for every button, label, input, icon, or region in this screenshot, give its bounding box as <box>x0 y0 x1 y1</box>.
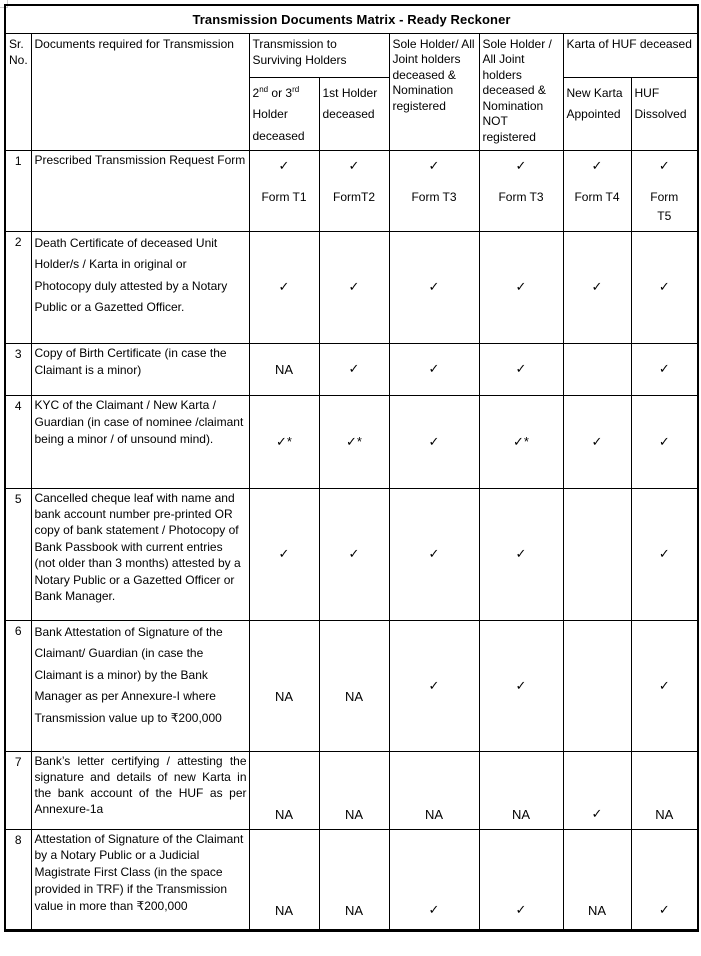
matrix-cell <box>479 488 563 620</box>
matrix-cell <box>479 343 563 395</box>
matrix-cell <box>389 150 479 231</box>
document-description: Death Certificate of deceased Unit Holder/s / Karta in original or Photocopy duly attested by a Notary Public or a Gazetted Officer. <box>31 231 249 343</box>
matrix-cell <box>389 620 479 751</box>
matrix-cell <box>479 231 563 343</box>
matrix-cell <box>631 620 698 751</box>
table-row <box>5 620 698 751</box>
check-mark: ✓ <box>348 546 360 561</box>
check-mark: ✓ <box>348 279 360 294</box>
matrix-cell <box>389 829 479 930</box>
header-col-sole-holder-nomination-not-registered: Sole Holder / All Joint holders deceased & Nomination NOT registered <box>479 33 563 150</box>
matrix-cell <box>563 488 631 620</box>
matrix-cell <box>631 751 698 829</box>
row-number: 5 <box>5 488 31 620</box>
check-mark: ✓ <box>658 677 670 693</box>
header-superscript: nd <box>259 84 269 94</box>
form-label: Form T3 <box>498 189 544 204</box>
check-mark: ✓ <box>658 901 670 917</box>
table-row <box>5 343 698 395</box>
matrix-cell <box>389 488 479 620</box>
check-mark: ✓ <box>348 361 360 376</box>
check-mark: ✓ <box>658 279 670 294</box>
na-mark: NA <box>274 689 294 704</box>
check-mark: ✓ <box>278 279 290 294</box>
matrix-cell <box>389 395 479 488</box>
table-row <box>5 395 698 488</box>
row-number: 6 <box>5 620 31 751</box>
row-number: 7 <box>5 751 31 829</box>
matrix-cell <box>249 150 319 231</box>
transmission-matrix-table <box>4 4 699 932</box>
document-description: Bank Attestation of Signature of the Claimant/ Guardian (in case the Claimant is a minor) by the Bank Manager as per Annexure-I where Transmission value up to ₹200,000 <box>31 620 249 751</box>
header-col-huf-dissolved: HUF Dissolved <box>631 77 698 150</box>
matrix-cell <box>319 488 389 620</box>
matrix-cell <box>249 751 319 829</box>
na-mark: NA <box>587 902 607 918</box>
matrix-cell <box>631 231 698 343</box>
na-mark: NA <box>344 902 364 918</box>
document-description: Attestation of Signature of the Claimant by a Notary Public or a Judicial Magistrate First Class (in the space provided in TRF) if the Transmission value in more than ₹200,000 <box>31 829 249 930</box>
na-mark: NA <box>655 806 674 822</box>
matrix-cell <box>479 150 563 231</box>
na-mark: NA <box>274 806 294 822</box>
check-mark: ✓ <box>428 677 440 693</box>
check-mark: ✓ <box>348 157 360 173</box>
matrix-cell <box>479 751 563 829</box>
document-description: Copy of Birth Certificate (in case the Claimant is a minor) <box>31 343 249 395</box>
header-col-2nd-3rd-holder-deceased <box>249 77 319 150</box>
check-mark: ✓ <box>515 546 527 561</box>
na-mark: NA <box>511 806 531 822</box>
matrix-cell <box>319 620 389 751</box>
matrix-cell <box>389 343 479 395</box>
form-label: Form T3 <box>411 189 457 204</box>
matrix-cell <box>319 751 389 829</box>
row-number: 8 <box>5 829 31 930</box>
header-documents: Documents required for Transmission <box>31 33 249 150</box>
check-mark: ✓ <box>278 157 290 173</box>
matrix-cell <box>563 751 631 829</box>
check-mark: ✓ <box>591 157 603 173</box>
table-row <box>5 231 698 343</box>
na-mark: NA <box>424 806 444 822</box>
matrix-cell <box>563 395 631 488</box>
matrix-cell <box>249 829 319 930</box>
matrix-cell <box>249 231 319 343</box>
matrix-cell <box>319 343 389 395</box>
table-row <box>5 829 698 930</box>
matrix-cell <box>479 395 563 488</box>
matrix-cell <box>631 395 698 488</box>
matrix-cell <box>631 343 698 395</box>
form-label: FormT2 <box>333 189 375 204</box>
check-mark: ✓ <box>658 546 670 561</box>
check-mark: ✓ <box>428 361 440 376</box>
matrix-cell <box>319 395 389 488</box>
document-description: Cancelled cheque leaf with name and bank account number pre-printed OR copy of bank statement / Photocopy of Bank Passbook with current entries (not older than 3 months) attested by a Notary Public or a Gazetted Officer or Bank Manager. <box>31 488 249 620</box>
header-row-top <box>5 33 698 77</box>
document-description: Prescribed Transmission Request Form <box>31 150 249 231</box>
matrix-cell <box>563 150 631 231</box>
check-asterisk-mark: ✓* <box>276 433 292 449</box>
check-mark: ✓ <box>658 361 670 376</box>
matrix-cell <box>319 150 389 231</box>
check-mark: ✓ <box>428 546 440 561</box>
header-text-part: or 3 <box>268 85 293 100</box>
na-mark: NA <box>344 806 364 822</box>
row-number: 2 <box>5 231 31 343</box>
title-row <box>5 5 698 33</box>
check-mark: ✓ <box>515 677 527 693</box>
matrix-cell <box>631 829 698 930</box>
check-mark: ✓ <box>591 805 603 821</box>
row-number: 4 <box>5 395 31 488</box>
row-number: 3 <box>5 343 31 395</box>
matrix-cell <box>389 751 479 829</box>
matrix-cell <box>563 231 631 343</box>
matrix-cell <box>563 620 631 751</box>
header-text-part: 2 <box>252 85 260 100</box>
matrix-cell <box>479 829 563 930</box>
check-asterisk-mark: ✓* <box>346 433 362 449</box>
check-mark: ✓ <box>658 157 670 173</box>
header-col-sole-holder-nomination-registered: Sole Holder/ All Joint holders deceased & Nomination registered <box>389 33 479 150</box>
check-mark: ✓ <box>515 361 527 376</box>
page-title: Transmission Documents Matrix - Ready Reckoner <box>5 5 698 33</box>
table-row <box>5 751 698 829</box>
header-group-karta-of-huf: Karta of HUF deceased <box>563 33 698 77</box>
document-description: KYC of the Claimant / New Karta / Guardian (in case of nominee /claimant being a minor / of unsound mind). <box>31 395 249 488</box>
check-mark: ✓ <box>515 901 527 917</box>
matrix-cell <box>563 343 631 395</box>
row-number: 1 <box>5 150 31 231</box>
matrix-cell <box>631 150 698 231</box>
matrix-cell <box>319 231 389 343</box>
matrix-cell <box>249 343 319 395</box>
table-row <box>5 488 698 620</box>
header-sr-no: Sr. No. <box>5 33 31 150</box>
header-group-surviving-holders: Transmission to Surviving Holders <box>249 33 389 77</box>
check-mark: ✓ <box>591 433 603 449</box>
matrix-cell <box>631 488 698 620</box>
check-mark: ✓ <box>428 279 440 294</box>
check-mark: ✓ <box>428 433 440 449</box>
na-mark: NA <box>274 361 294 377</box>
matrix-cell <box>389 231 479 343</box>
check-mark: ✓ <box>278 546 290 561</box>
check-mark: ✓ <box>428 901 440 917</box>
form-label: Form T1 <box>261 189 307 204</box>
form-label: Form T5 <box>650 189 679 223</box>
matrix-cell <box>563 829 631 930</box>
header-col-1st-holder-deceased: 1st Holder deceased <box>319 77 389 150</box>
matrix-cell <box>249 620 319 751</box>
matrix-cell <box>249 488 319 620</box>
document-description: Bank’s letter certifying / attesting the signature and details of new Karta in the bank account of the HUF as per Annexure-1a <box>31 751 249 829</box>
check-mark: ✓ <box>591 279 603 294</box>
check-mark: ✓ <box>515 157 527 173</box>
form-label: Form T4 <box>574 189 620 204</box>
na-mark: NA <box>274 902 294 918</box>
matrix-cell <box>319 829 389 930</box>
header-col-new-karta-appointed: New Karta Appointed <box>563 77 631 150</box>
check-mark: ✓ <box>428 157 440 173</box>
check-mark: ✓ <box>658 433 670 449</box>
header-superscript: rd <box>292 84 300 94</box>
check-mark: ✓ <box>515 279 527 294</box>
header-text-part: Holder deceased <box>252 107 305 143</box>
na-mark: NA <box>344 689 364 704</box>
check-asterisk-mark: ✓* <box>513 433 529 449</box>
table-row <box>5 150 698 231</box>
matrix-cell <box>249 395 319 488</box>
matrix-cell <box>479 620 563 751</box>
